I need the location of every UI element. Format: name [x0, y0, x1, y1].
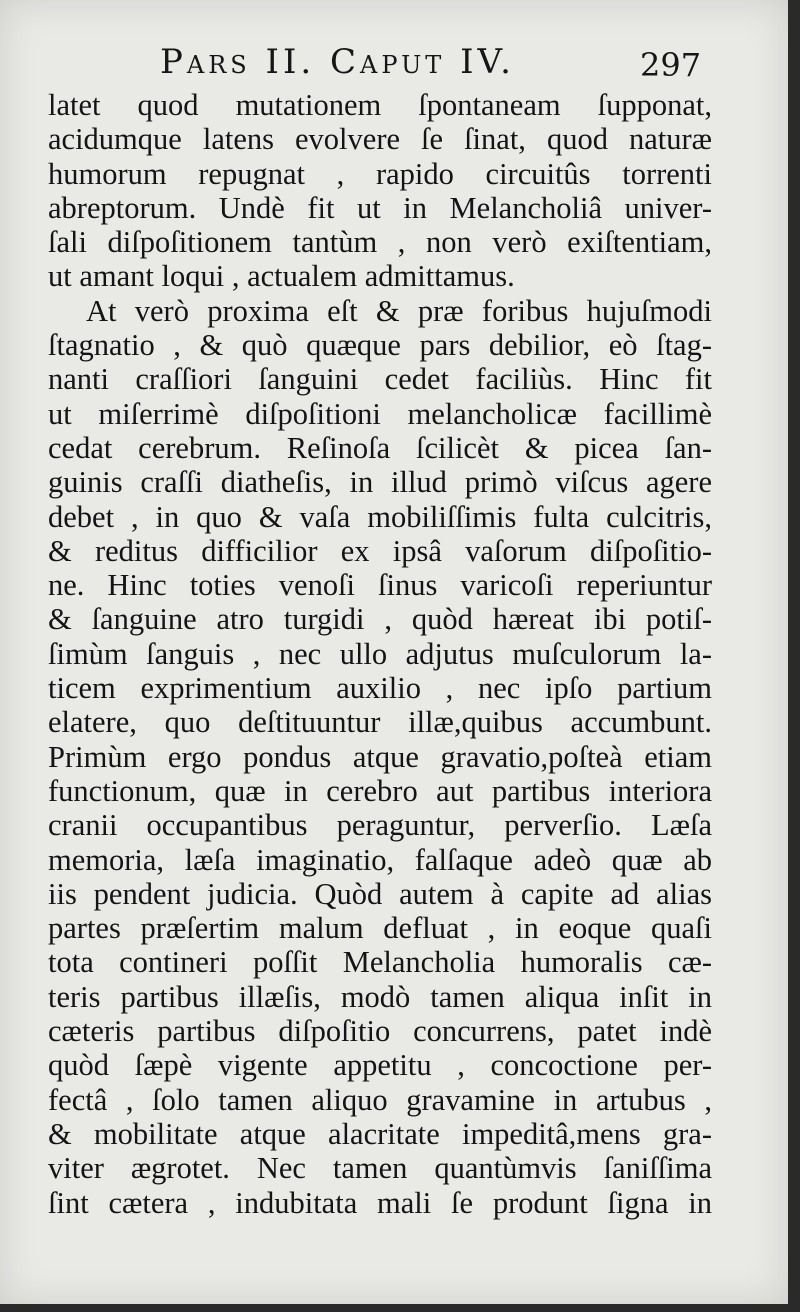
- body-text: [48, 88, 712, 1220]
- page-bottom-shadow: [0, 1304, 800, 1312]
- text-line: functionum, quæ in cerebro aut partibus interiora: [48, 773, 712, 808]
- text-line: humorum repugnat , rapido circuitûs torrenti: [48, 156, 712, 191]
- text-line: & mobilitate atque alacritate impeditâ,mens gra-: [48, 1116, 712, 1151]
- paragraph-start-line: At verò proxima eſt & præ foribus hujuſmodi: [86, 293, 712, 328]
- text-line: ne. Hinc toties venoſi ſinus varicoſi reperiuntur: [48, 568, 712, 603]
- text-line: partes præſertim malum defluat , in eoque quaſi: [48, 911, 712, 946]
- text-line: cæteris partibus diſpoſitio concurrens, patet indè: [48, 1014, 712, 1049]
- text-line: tota contineri poſſit Melancholia humoralis cæ-: [48, 945, 712, 980]
- text-line: acidumque latens evolvere ſe ſinat, quod naturæ: [48, 122, 712, 157]
- page-number: 297: [640, 46, 702, 84]
- text-line: ut amant loqui , actualem admittamus.: [48, 259, 515, 294]
- text-line: quòd ſæpè vigente appetitu , concoctione per-: [48, 1048, 712, 1083]
- text-line: abreptorum. Undè fit ut in Melancholiâ univer-: [48, 190, 712, 225]
- text-line: Primùm ergo pondus atque gravatio,poſteà etiam: [48, 739, 712, 774]
- text-line: teris partibus illæſis, modò tamen aliqua inſit in: [48, 979, 712, 1014]
- text-line: latet quod mutationem ſpontaneam ſupponat,: [48, 88, 712, 122]
- text-line: ticem exprimentium auxilio , nec ipſo partium: [48, 671, 712, 706]
- text-line: fectâ , ſolo tamen aliquo gravamine in artubus ,: [48, 1082, 712, 1117]
- text-line: ſtagnatio , & quò quæque pars debilior, eò ſtag-: [48, 328, 712, 363]
- text-line: ſimùm ſanguis , nec ullo adjutus muſculorum la-: [48, 636, 712, 671]
- text-line: ut miſerrimè diſpoſitioni melancholicæ facillimè: [48, 396, 712, 431]
- page-edge-shadow: [788, 0, 800, 1312]
- text-line: memoria, læſa imaginatio, falſaque adeò quæ ab: [48, 842, 712, 877]
- text-line: ſint cætera , indubitata mali ſe produnt ſigna in: [48, 1185, 712, 1220]
- text-line: viter ægrotet. Nec tamen quantùmvis ſaniſſima: [48, 1151, 712, 1186]
- text-line: & reditus difficilior ex ipsâ vaſorum diſpoſitio-: [48, 533, 712, 568]
- text-line: iis pendent judicia. Quòd autem à capite ad alias: [48, 876, 712, 911]
- text-line: debet , in quo & vaſa mobiliſſimis fulta culcitris,: [48, 499, 712, 534]
- text-line: cranii occupantibus peraguntur, perverſio. Læſa: [48, 808, 712, 843]
- text-line: nanti craſſiori ſanguini cedet faciliùs. Hinc fit: [48, 362, 712, 397]
- text-line: guinis craſſi diatheſis, in illud primò viſcus agere: [48, 465, 712, 500]
- running-head: Pars II. Caput IV.: [160, 42, 515, 82]
- text-line: & ſanguine atro turgidi , quòd hæreat ibi potiſ-: [48, 602, 712, 637]
- text-line: cedat cerebrum. Reſinoſa ſcilicèt & picea ſan-: [48, 430, 712, 465]
- text-line: elatere, quo deſtituuntur illæ,quibus accumbunt.: [48, 705, 712, 740]
- page-header: [0, 40, 720, 92]
- text-line: ſali diſpoſitionem tantùm , non verò exiſtentiam,: [48, 225, 712, 260]
